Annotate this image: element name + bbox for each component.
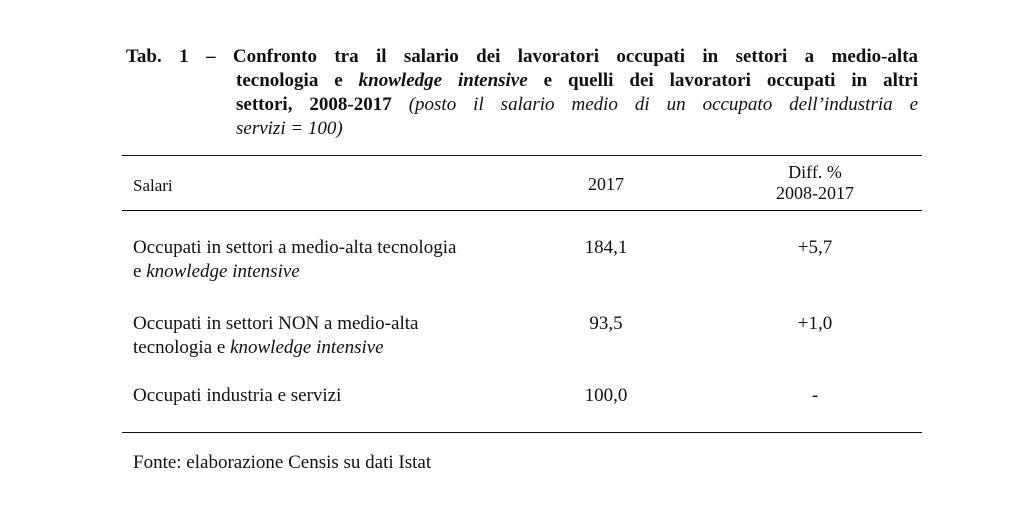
row-1-value-2017: 184,1 [584, 237, 628, 258]
row-1-label-line-2 [133, 260, 456, 284]
row-2-diff: +1,0 [797, 313, 833, 334]
caption-title-line-1: Confronto tra il salario dei lavoratori occupati in settori a medio-alta [232, 46, 919, 67]
row-2-label-pre: tecnologia e [133, 337, 231, 358]
caption-note: (posto il salario medio di un occupato dell’industria e [408, 94, 919, 115]
caption-title-line-2-italic: knowledge intensive [358, 70, 528, 91]
row-1-label-italic: knowledge intensive [146, 261, 300, 282]
header-rule [122, 210, 922, 211]
caption-title-line-2-pre: tecnologia e [236, 70, 359, 91]
caption-label: Tab. 1 [126, 46, 189, 67]
header-diff [740, 162, 890, 204]
top-rule [122, 155, 922, 156]
caption-title-line-2-post: e quelli dei lavoratori occupati in altri [527, 70, 918, 91]
header-diff-line-1: Diff. % [788, 162, 842, 182]
row-1-label-line-1: Occupati in settori a medio-alta tecnologia [133, 237, 457, 258]
caption-line-3 [126, 93, 918, 117]
row-2-label-line-1: Occupati in settori NON a medio-alta [133, 313, 419, 334]
header-diff-line-2: 2008-2017 [776, 183, 854, 203]
caption-line-4 [126, 117, 918, 141]
row-2-label-line-2 [133, 336, 418, 360]
bottom-rule [122, 432, 922, 433]
table-caption [126, 45, 918, 141]
row-3-value-2017: 100,0 [584, 385, 628, 406]
row-1-diff: +5,7 [797, 237, 833, 258]
row-1-label-pre: e [133, 261, 147, 282]
caption-dash: – [206, 46, 216, 67]
row-2-value-2017: 93,5 [589, 313, 623, 334]
caption-line-1 [126, 45, 918, 69]
header-salari: Salari [133, 176, 173, 195]
header-2017: 2017 [588, 174, 624, 194]
caption-title-years: settori, 2008-2017 [236, 94, 392, 115]
row-3-diff: - [811, 385, 819, 406]
row-2-label-italic: knowledge intensive [230, 337, 384, 358]
row-2-label [133, 312, 418, 360]
row-1-label [133, 236, 456, 284]
caption-line-2 [126, 69, 918, 93]
row-3-label: Occupati industria e servizi [133, 385, 342, 406]
source-note: Fonte: elaborazione Censis su dati Istat [133, 452, 432, 473]
caption-note-end: servizi = 100) [236, 118, 343, 139]
